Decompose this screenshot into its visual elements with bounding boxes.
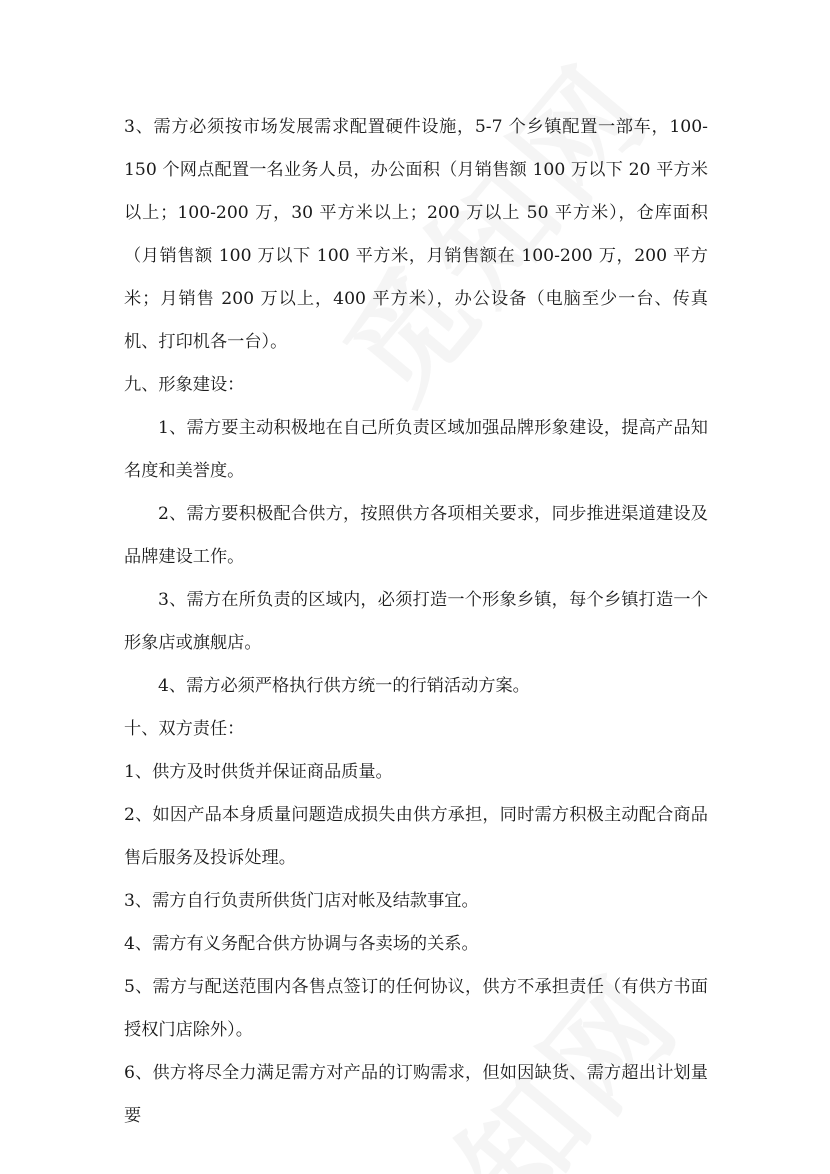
- paragraph-hardware-facilities: 3、需方必须按市场发展需求配置硬件设施，5-7 个乡镇配置一部车，100-150 个网点配置一名业务人员，办公面积（月销售额 100 万以下 20 平方米以上；100-200 万，30 平方米以上；200 万以上 50 平方米），仓库面积（月销售额 100 万以下 100 平方米，月销售额在 100-200 万，200 平方米；月销售 200 万以上，400 平方米），办公设备（电脑至少一台、传真机、打印机各一台）。: [124, 117, 708, 352]
- document-body: [124, 106, 708, 1138]
- section-heading-image-building: 九、形象建设：: [124, 375, 245, 395]
- paragraph-responsibility-3: 3、需方自行负责所供货门店对帐及结款事宜。: [124, 891, 479, 911]
- section-heading-responsibilities: 十、双方责任：: [124, 719, 245, 739]
- paragraph-responsibility-6: 6、供方将尽全力满足需方对产品的订购需求，但如因缺货、需方超出计划量要: [124, 1063, 708, 1126]
- paragraph-responsibility-4: 4、需方有义务配合供方协调与各卖场的关系。: [124, 934, 479, 954]
- paragraph-image-item-3: 3、需方在所负责的区域内，必须打造一个形象乡镇，每个乡镇打造一个形象店或旗舰店。: [124, 590, 708, 653]
- paragraph-image-item-1: 1、需方要主动积极地在自己所负责区域加强品牌形象建设，提高产品知名度和美誉度。: [124, 418, 708, 481]
- paragraph-image-item-2: 2、需方要积极配合供方，按照供方各项相关要求，同步推进渠道建设及品牌建设工作。: [124, 504, 708, 567]
- paragraph-responsibility-1: 1、供方及时供货并保证商品质量。: [124, 762, 393, 782]
- paragraph-responsibility-2: 2、如因产品本身质量问题造成损失由供方承担，同时需方积极主动配合商品售后服务及投诉处理。: [124, 805, 708, 868]
- paragraph-responsibility-5: 5、需方与配送范围内各售点签订的任何协议，供方不承担责任（有供方书面授权门店除外）。: [124, 977, 708, 1040]
- paragraph-image-item-4: 4、需方必须严格执行供方统一的行销活动方案。: [158, 676, 530, 696]
